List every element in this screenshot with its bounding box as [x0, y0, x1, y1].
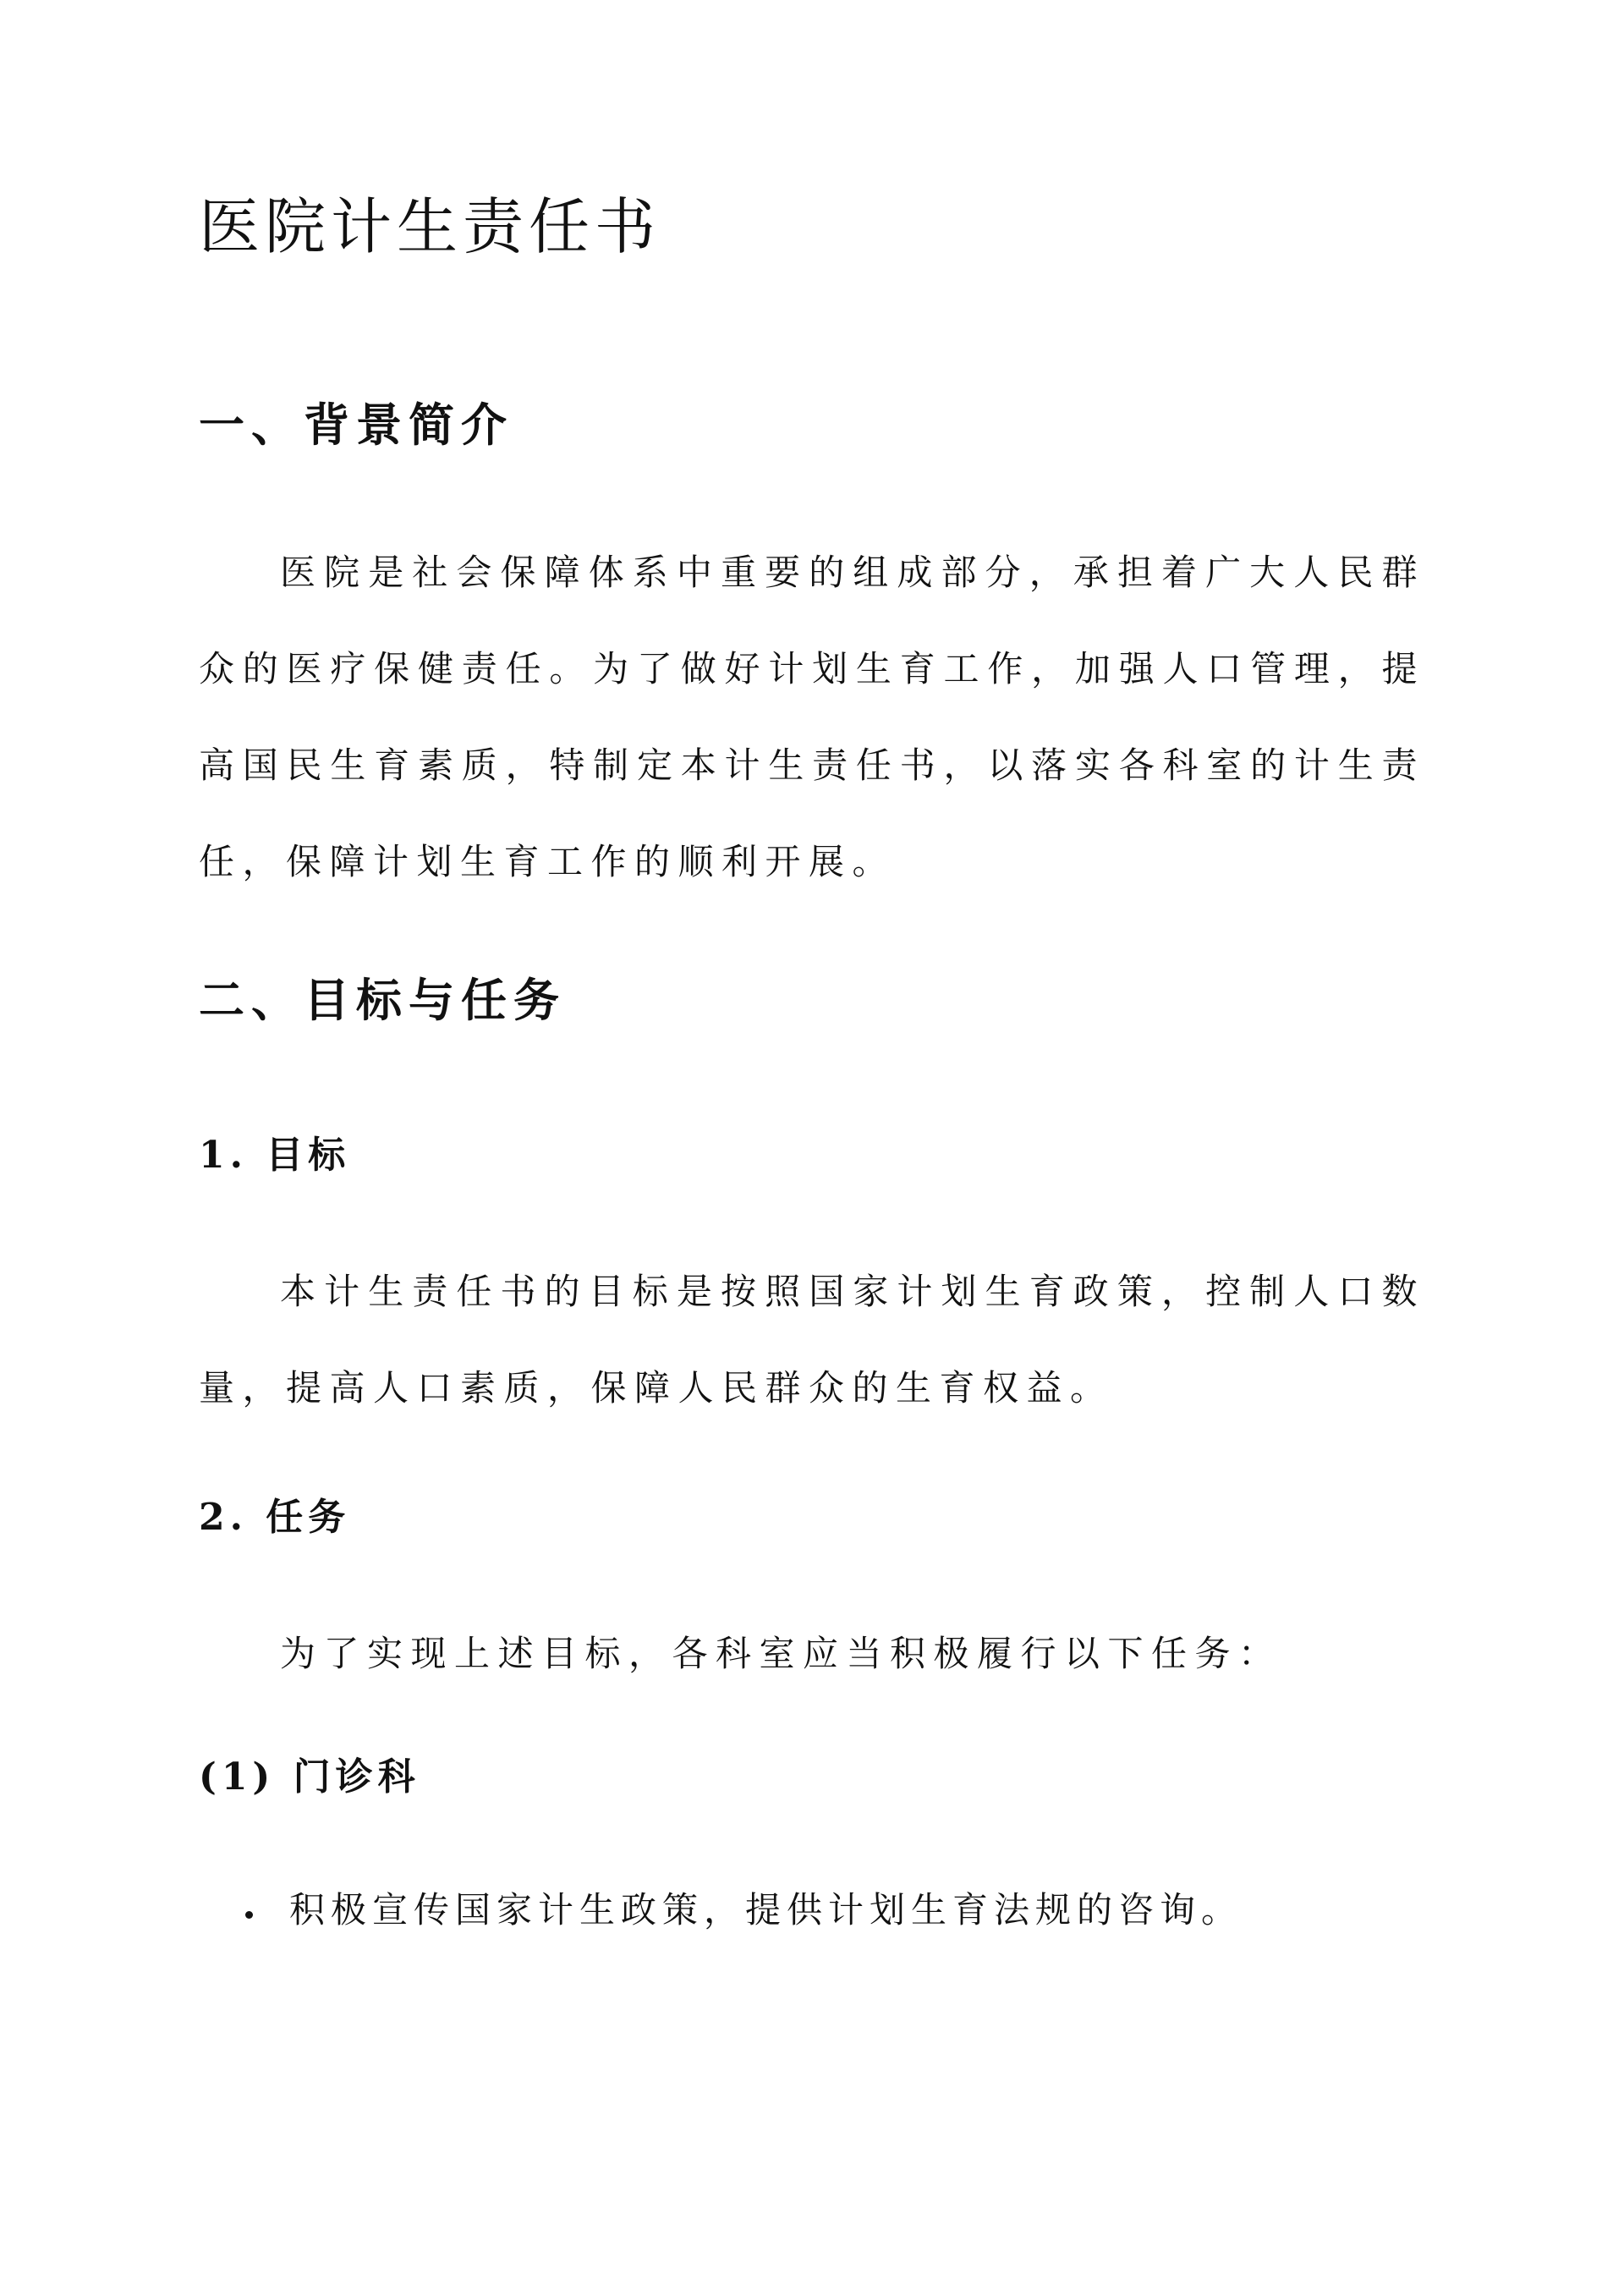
subsection-heading-goal: 1. 目标 — [199, 1134, 351, 1177]
background-paragraph: 医院是社会保障体系中重要的组成部分，承担着广大人民群众的医疗保健责任。为了做好计划生育工作，加强人口管理，提高国民生育素质，特制定本计生责任书，以落实各科室的计生责任，保障计划生育工作的顺利开展。 — [199, 552, 1425, 882]
item-heading-outpatient: (1) 门诊科 — [199, 1755, 420, 1799]
section-heading-background: 一、背景简介 — [199, 398, 513, 452]
tasks-intro-paragraph: 为了实现上述目标，各科室应当积极履行以下任务： — [280, 1633, 1282, 1674]
bullet-list-item — [245, 1885, 1243, 1936]
bullet-icon — [245, 1911, 253, 1919]
bullet-text: 积极宣传国家计生政策，提供计划生育法规的咨询。 — [289, 1889, 1243, 1931]
section-heading-goals-tasks: 二、目标与任务 — [199, 973, 566, 1027]
document-title: 医院计生责任书 — [199, 191, 661, 262]
subsection-heading-tasks: 2. 任务 — [199, 1496, 351, 1539]
goal-paragraph: 本计生责任书的目标是按照国家计划生育政策，控制人口数量，提高人口素质，保障人民群众的生育权益。 — [199, 1271, 1425, 1409]
